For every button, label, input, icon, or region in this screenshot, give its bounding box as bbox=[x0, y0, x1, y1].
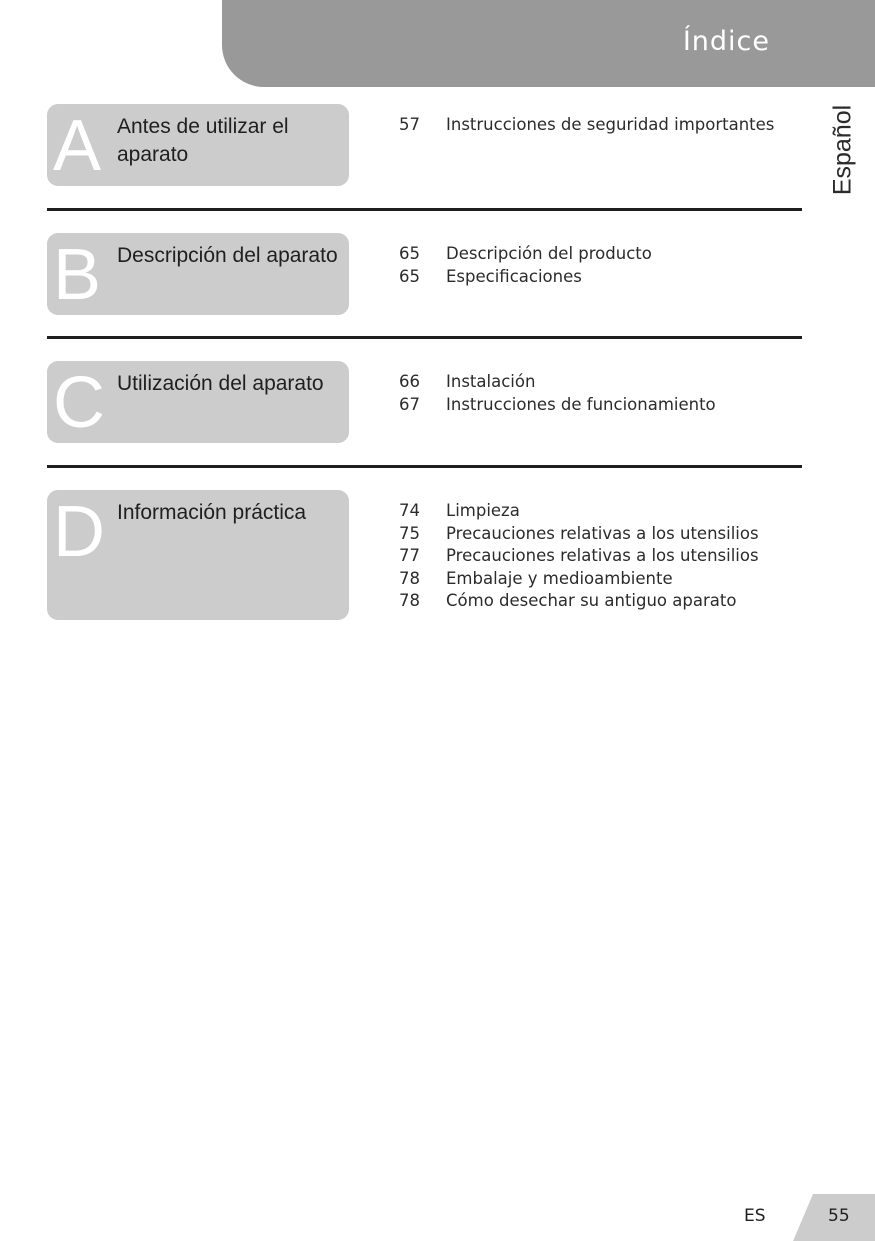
section-d-entries bbox=[399, 500, 759, 613]
toc-entry[interactable] bbox=[399, 545, 759, 568]
toc-entry-text: Especificaciones bbox=[446, 266, 582, 286]
section-a bbox=[47, 104, 802, 186]
toc-entry-text: Limpieza bbox=[446, 501, 520, 520]
section-a-title: Antes de utilizar el aparato bbox=[117, 115, 289, 166]
section-c-entries bbox=[399, 371, 716, 416]
section-c-title: Utilización del aparato bbox=[117, 372, 324, 395]
section-b-letter: B bbox=[53, 235, 102, 315]
header-banner bbox=[222, 0, 875, 87]
footer-page-number: 55 bbox=[828, 1206, 850, 1226]
toc-entry[interactable] bbox=[399, 371, 716, 394]
toc-page-number: 75 bbox=[399, 523, 420, 543]
toc-entry[interactable] bbox=[399, 114, 774, 137]
toc-page-number: 65 bbox=[399, 266, 420, 286]
section-d-box bbox=[47, 490, 349, 620]
toc-page-number: 67 bbox=[399, 394, 420, 414]
section-b-box bbox=[47, 233, 349, 315]
toc-entry[interactable] bbox=[399, 500, 759, 523]
toc-entry[interactable] bbox=[399, 523, 759, 546]
toc-entry-text: Instrucciones de funcionamiento bbox=[446, 394, 716, 414]
section-d bbox=[47, 490, 802, 620]
section-a-letter: A bbox=[53, 106, 102, 186]
toc-page-number: 65 bbox=[399, 244, 420, 263]
section-b-title: Descripción del aparato bbox=[117, 244, 338, 267]
toc-entry-text: Instalación bbox=[446, 372, 536, 391]
section-d-letter: D bbox=[53, 492, 105, 572]
toc-entry-text: Precauciones relativas a los utensilios bbox=[446, 546, 759, 565]
toc-entry-text: Instrucciones de seguridad importantes bbox=[446, 115, 775, 134]
section-c bbox=[47, 361, 802, 443]
toc-entry[interactable] bbox=[399, 568, 759, 591]
toc-entry[interactable] bbox=[399, 394, 716, 417]
toc-page-number: 78 bbox=[399, 568, 420, 588]
section-c-box bbox=[47, 361, 349, 443]
toc-entry-text: Cómo desechar su antiguo aparato bbox=[446, 591, 737, 610]
toc-entry-text: Embalaje y medioambiente bbox=[446, 568, 673, 588]
toc-entry-text: Descripción del producto bbox=[446, 244, 652, 263]
toc-page-number: 77 bbox=[399, 546, 420, 565]
section-d-title: Información práctica bbox=[117, 501, 307, 524]
section-c-letter: C bbox=[53, 363, 105, 443]
language-side-label bbox=[825, 100, 861, 200]
toc-page-number: 66 bbox=[399, 372, 420, 391]
toc-entry[interactable] bbox=[399, 243, 652, 266]
language-label-text: Español bbox=[828, 104, 857, 196]
section-divider bbox=[47, 336, 802, 339]
section-b bbox=[47, 233, 802, 315]
section-b-entries bbox=[399, 243, 652, 288]
toc-entry[interactable] bbox=[399, 590, 759, 613]
toc-entry[interactable] bbox=[399, 266, 652, 289]
section-divider bbox=[47, 465, 802, 468]
toc-page-number: 57 bbox=[399, 115, 420, 134]
toc-page-number: 78 bbox=[399, 591, 420, 610]
section-divider bbox=[47, 208, 802, 211]
page-title: Índice bbox=[682, 26, 770, 57]
section-a-entries bbox=[399, 114, 774, 137]
footer-language-code: ES bbox=[744, 1206, 766, 1226]
section-a-box bbox=[47, 104, 349, 186]
toc-page-number: 74 bbox=[399, 501, 420, 520]
toc-entry-text: Precauciones relativas a los utensilios bbox=[446, 523, 759, 543]
